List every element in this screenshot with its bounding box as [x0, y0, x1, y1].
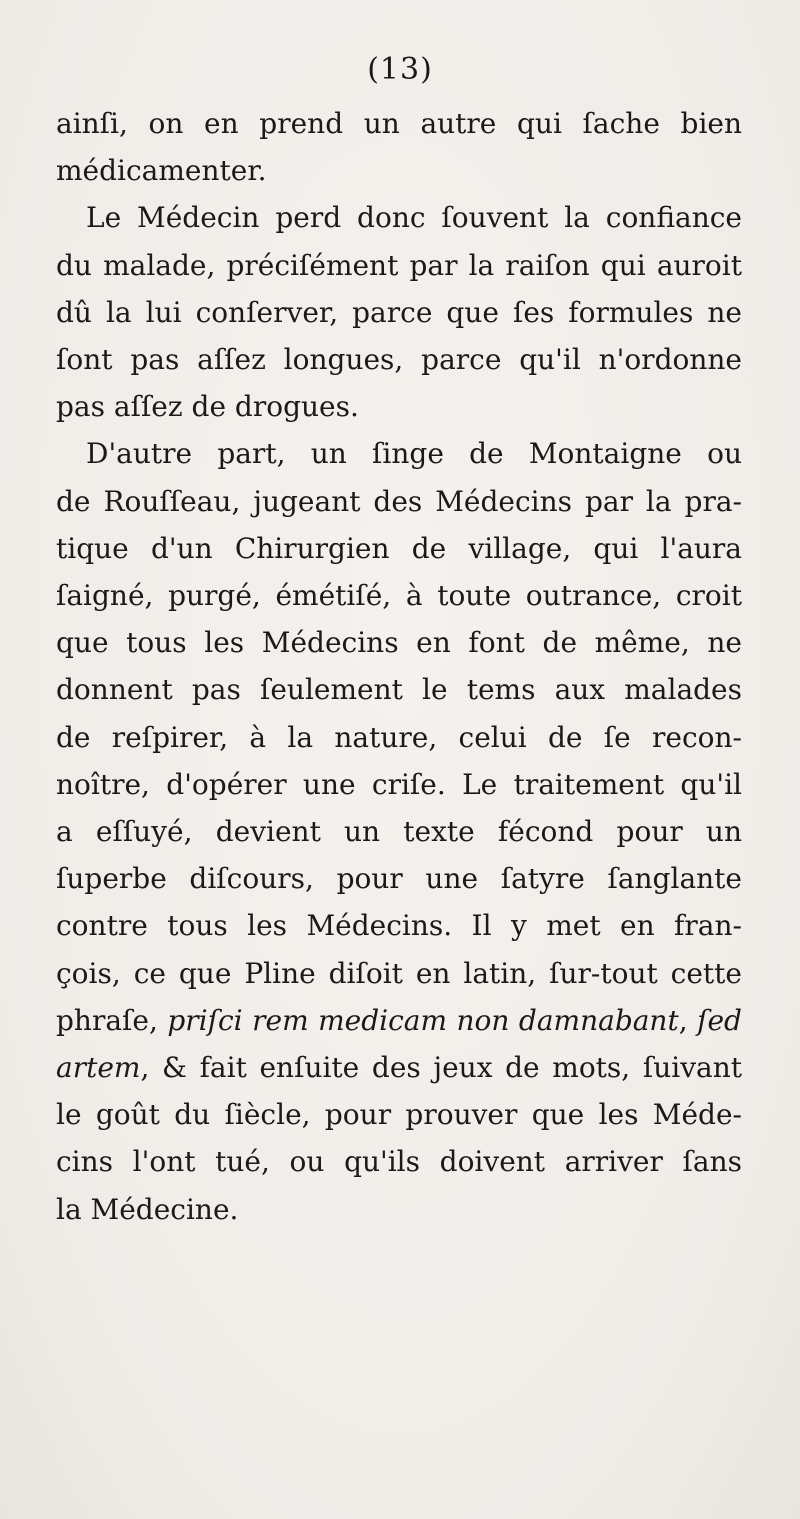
text-line: a eſſuyé, devient un texte fécond pour un — [56, 815, 742, 849]
text-line: donnent pas ſeulement le tems aux malades — [56, 673, 742, 707]
text-line: du malade, préciſément par la raiſon qui auroit — [56, 248, 742, 282]
text-line: de reſpirer, à la nature, celui de ſe recon- — [56, 720, 742, 754]
text-line: dû la lui conſerver, parce que ſes formules ne — [56, 295, 742, 329]
text-line: ainſi, on en prend un autre qui ſache bien — [56, 107, 742, 140]
text-line: pas aſſez de drogues. — [56, 390, 359, 424]
latin-quote: ſed — [697, 1003, 742, 1037]
text-line: tique d'un Chirurgien de village, qui l'aura — [56, 531, 742, 565]
text-line: çois, ce que Pline diſoit en latin, ſur-tout cette — [56, 956, 742, 990]
page-number: (13) — [367, 52, 433, 87]
text-line: de Rouſſeau, jugeant des Médecins par la pra- — [56, 484, 742, 518]
text-line: contre tous les Médecins. Il y met en fran- — [56, 909, 742, 943]
body-text — [56, 100, 742, 1233]
text-fragment: phraſe, — [56, 1003, 168, 1037]
paragraph-start-line: Le Médecin perd donc ſouvent la confiance — [86, 201, 742, 235]
paragraph-start-line: D'autre part, un ſinge de Montaigne ou — [86, 437, 742, 471]
text-fragment: , — [678, 1003, 698, 1037]
latin-quote: priſci rem medicam non damnabant — [167, 1003, 679, 1037]
text-line-with-latin-quote — [56, 997, 742, 1044]
text-line: ſaigné, purgé, émétiſé, à toute outrance, croit — [56, 579, 742, 613]
text-line: ſont pas aſſez longues, parce qu'il n'ordonne — [56, 343, 742, 377]
text-line: la Médecine. — [56, 1192, 239, 1226]
text-line: noître, d'opérer une criſe. Le traitement qu'il — [56, 767, 742, 801]
text-fragment: , & fait enſuite des jeux de mots, ſuivant — [140, 1051, 742, 1085]
text-line: cins l'ont tué, ou qu'ils doivent arriver ſans — [56, 1145, 742, 1179]
text-line: le goût du ſiècle, pour prouver que les Méde- — [56, 1098, 742, 1132]
latin-quote: artem — [56, 1051, 141, 1085]
text-line: ſuperbe diſcours, pour une ſatyre ſanglante — [56, 862, 742, 896]
text-line-with-latin-quote — [56, 1044, 742, 1091]
text-line: que tous les Médecins en font de même, ne — [56, 626, 742, 660]
text-line: médicamenter. — [56, 154, 267, 188]
